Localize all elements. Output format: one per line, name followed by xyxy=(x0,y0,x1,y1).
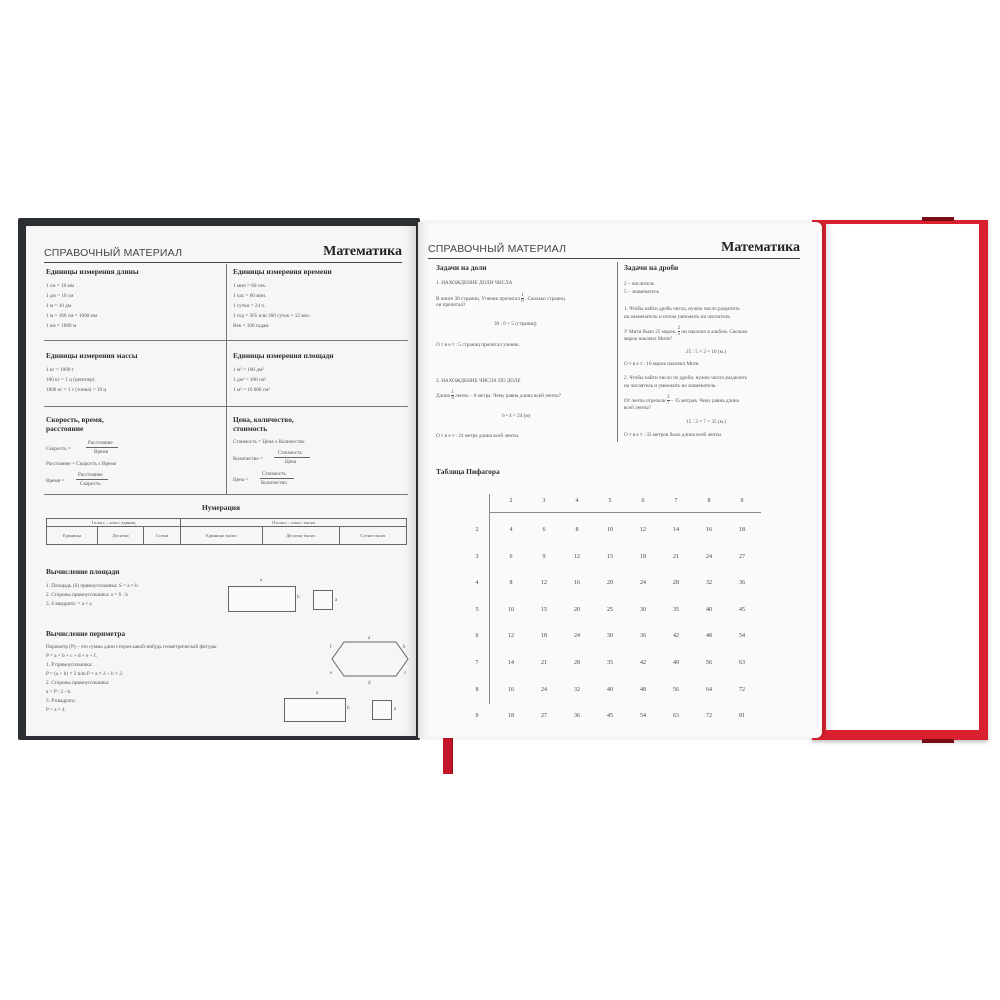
digit-cell: Сотни xyxy=(144,527,181,545)
hex-label-b: b xyxy=(403,645,406,650)
time-line: 1 мин = 60 сек. xyxy=(233,283,267,289)
table-row-label: 7 xyxy=(475,660,479,666)
table-cell: 16 xyxy=(508,686,514,693)
table-row-label: 5 xyxy=(475,606,479,613)
class-header: II класс – класс тысяч xyxy=(180,519,406,527)
table-cell: 32 xyxy=(706,580,712,587)
parts-text: он прочитал? xyxy=(436,302,466,308)
table-header-cell: 9 xyxy=(740,498,744,504)
table-cell: 54 xyxy=(640,713,646,720)
flyleaf-page xyxy=(826,224,979,730)
table-cell: 72 xyxy=(706,713,712,720)
fractions-title: Задачи на дроби xyxy=(624,263,679,272)
table-cell: 12 xyxy=(640,527,646,533)
mass-line: 1000 кг = 1 т (тонна) = 10 ц xyxy=(46,387,107,393)
hex-label-e: e xyxy=(330,671,333,676)
parts-title: Задачи на доли xyxy=(436,263,487,272)
hexagon-diagram xyxy=(326,630,412,688)
shape-label: a xyxy=(260,577,263,583)
table-cell: 15 xyxy=(541,606,547,613)
table-cell: 16 xyxy=(574,580,580,587)
square-diagram xyxy=(313,590,333,610)
fraction-text: марок наклеил Митя? xyxy=(624,336,672,342)
area-calc-line: 2. Стороны прямоугольника: a = S : b xyxy=(46,592,129,598)
table-cell: 21 xyxy=(673,553,679,560)
fraction-bar xyxy=(274,457,310,458)
table-cell: 6 xyxy=(542,527,546,533)
mass-units-title: Единицы измерения массы xyxy=(46,351,138,360)
length-line: 1 дм = 10 см xyxy=(46,293,74,299)
table-cell: 27 xyxy=(541,713,547,720)
speed-title: Скорость, время, xyxy=(46,415,104,424)
shape-label: a xyxy=(394,706,397,712)
table-cell: 27 xyxy=(739,553,745,560)
fraction-text: всей ленты? xyxy=(624,405,651,411)
speed-formula: Время = xyxy=(46,478,65,484)
time-line: 1 час = 60 мин. xyxy=(233,293,267,299)
column-divider xyxy=(617,262,618,442)
fraction-def: 2 – числитель xyxy=(624,281,655,287)
table-cell: 18 xyxy=(508,713,514,720)
parts-answer: О т в е т : 5 страниц прочитал ученик. xyxy=(436,342,520,348)
time-line: 1 сутки = 24 ч. xyxy=(233,303,266,309)
digit-cell: Десятки тысяч xyxy=(262,527,339,545)
fraction-def: 5 – знаменатель xyxy=(624,289,659,295)
fraction-text: От ленты отрезали $\frac{3}{7}$ – 15 метров. Чему равна длина xyxy=(624,394,739,407)
table-cell: 28 xyxy=(673,580,679,587)
table-cell: 30 xyxy=(607,633,613,640)
table-row-label: 8 xyxy=(475,686,479,693)
price-formula: Стоимость = Цена x Количество xyxy=(233,439,305,445)
table-cell: 4 xyxy=(509,527,513,533)
length-line: 1 км = 1000 м xyxy=(46,323,77,329)
square-diagram xyxy=(372,700,392,720)
table-cell: 24 xyxy=(706,553,712,560)
fraction-numerator: Расстояние xyxy=(88,440,113,446)
table-cell: 40 xyxy=(706,606,712,613)
time-line: 1 год = 365 или 366 суток = 12 мес. xyxy=(233,313,311,319)
cover-edge-mark xyxy=(922,217,954,221)
numbering-title: Нумерация xyxy=(202,503,240,512)
table-row-label: 2 xyxy=(475,527,479,533)
fraction-denominator: Время xyxy=(94,449,109,455)
area-line: 1 дм² = 100 см² xyxy=(233,377,267,383)
time-units-title: Единицы измерения времени xyxy=(233,267,332,276)
table-cell: 81 xyxy=(739,713,745,720)
perimeter-line: P = a × 4. xyxy=(46,707,66,713)
table-cell: 14 xyxy=(673,527,679,533)
section-label: СПРАВОЧНЫЙ МАТЕРИАЛ xyxy=(44,247,183,259)
table-cell: 8 xyxy=(509,580,513,587)
parts-text: Длина $\frac{1}{4}$ ленты – 6 метра. Чему равна длина всей ленты? xyxy=(436,389,561,402)
table-header-cell: 5 xyxy=(608,498,612,504)
grid-divider xyxy=(44,494,408,495)
parts-answer: О т в е т : 24 метра длина всей ленты. xyxy=(436,433,520,439)
table-cell: 63 xyxy=(673,713,679,720)
fraction-bar xyxy=(76,479,108,480)
numbering-table xyxy=(46,518,407,545)
digit-cell: Десятки xyxy=(97,527,143,545)
speed-title: расстояние xyxy=(46,424,84,433)
grid-divider xyxy=(226,264,227,494)
fraction-calc: 15 : 3 × 7 = 35 (м.) xyxy=(686,419,726,425)
perimeter-line: a = P : 2 - b. xyxy=(46,689,72,695)
table-cell: 16 xyxy=(706,527,712,533)
table-cell: 15 xyxy=(607,553,613,560)
class-header: I класс – класс единиц xyxy=(47,519,181,527)
table-cell: 64 xyxy=(706,686,712,693)
table-cell: 10 xyxy=(508,606,514,613)
digit-cell: Сотни тысяч xyxy=(339,527,406,545)
grid-divider xyxy=(44,406,408,407)
subject-title: Математика xyxy=(323,244,402,259)
table-cell: 36 xyxy=(640,633,646,640)
rectangle-diagram xyxy=(284,698,346,722)
hex-label-c: c xyxy=(404,671,407,676)
table-cell: 32 xyxy=(574,686,580,693)
table-cell: 14 xyxy=(508,660,514,666)
mass-line: 100 кг = 1 ц (центнер) xyxy=(46,377,95,383)
shape-label: a xyxy=(335,597,338,603)
table-cell: 20 xyxy=(607,580,613,587)
fraction-answer: О т в е т : 10 марок наклеил Митя. xyxy=(624,361,700,367)
rectangle-diagram xyxy=(228,586,296,612)
area-calc-title: Вычисление площади xyxy=(46,567,120,576)
table-cell: 49 xyxy=(673,660,679,666)
table-cell: 63 xyxy=(739,660,745,666)
table-cell: 42 xyxy=(673,633,679,640)
fraction-rule: 1. Чтобы найти дробь числа, нужно число разделить xyxy=(624,306,740,312)
table-row-label: 6 xyxy=(475,633,479,640)
table-cell: 24 xyxy=(640,580,646,587)
subject-title: Математика xyxy=(721,240,800,255)
table-cell: 9 xyxy=(542,553,546,560)
price-formula: Цена = xyxy=(233,477,249,483)
perimeter-title: Вычисление периметра xyxy=(46,629,126,638)
table-cell: 12 xyxy=(541,580,547,587)
table-header-cell: 2 xyxy=(509,498,513,504)
length-line: 1 м = 100 см = 1000 мм xyxy=(46,313,98,319)
table-cell: 42 xyxy=(640,660,646,666)
speed-formula: Скорость = xyxy=(46,446,71,452)
table-cell: 72 xyxy=(739,686,745,693)
fraction-text: У Мити было 25 марок. $\frac{2}{5}$ он наклеил в альбом. Сколько xyxy=(624,325,748,338)
table-cell: 36 xyxy=(739,580,745,587)
parts-subtitle: 1. НАХОЖДЕНИЕ ДОЛИ ЧИСЛА xyxy=(436,280,513,286)
shape-label: a xyxy=(316,690,319,696)
table-cell: 18 xyxy=(739,527,745,533)
digit-cell: Единицы xyxy=(47,527,98,545)
table-cell: 45 xyxy=(607,713,613,720)
table-header-cell: 8 xyxy=(707,498,711,504)
pythagoras-title: Таблица Пифагора xyxy=(436,467,500,476)
price-formula: Количество = xyxy=(233,456,263,462)
table-label-rule xyxy=(489,494,490,704)
table-cell: 24 xyxy=(574,633,580,640)
table-cell: 18 xyxy=(640,553,646,560)
table-cell: 54 xyxy=(739,633,745,640)
fraction-denominator: Скорость xyxy=(80,481,101,487)
table-cell: 48 xyxy=(706,633,712,640)
price-title: Цена, количество, xyxy=(233,415,294,424)
table-cell: 56 xyxy=(706,660,712,666)
table-header-cell: 3 xyxy=(542,498,546,504)
table-cell: 18 xyxy=(541,633,547,640)
perimeter-line: 1. P прямоугольника: xyxy=(46,662,93,668)
right-page xyxy=(418,222,822,738)
perimeter-line: P = (a + b) × 2 или P = a × 2 + b × 2. xyxy=(46,671,124,677)
parts-calc: 6 • 4 = 24 (м) xyxy=(502,413,531,419)
table-cell: 45 xyxy=(739,606,745,613)
table-cell: 40 xyxy=(607,686,613,693)
table-header-cell: 4 xyxy=(575,498,579,504)
table-row-label: 9 xyxy=(475,713,479,720)
table-header-cell: 6 xyxy=(641,498,645,504)
table-cell: 21 xyxy=(541,660,547,666)
perimeter-line: P = a + b + c + d + e + f. xyxy=(46,653,97,659)
table-cell: 20 xyxy=(574,606,580,613)
perimeter-line: Периметр (P) – это сумма длин сторон какой-нибудь геометрической фигуры: xyxy=(46,644,218,650)
parts-calc: 30 : 6 = 5 (страниц) xyxy=(494,321,537,327)
table-cell: 25 xyxy=(607,606,613,613)
table-cell: 35 xyxy=(607,660,613,666)
cover-edge-mark xyxy=(922,739,954,743)
table-cell: 30 xyxy=(640,606,646,613)
shape-label: b xyxy=(297,594,300,600)
table-cell: 48 xyxy=(640,686,646,693)
perimeter-line: 2. Стороны прямоугольника: xyxy=(46,680,110,686)
table-row-label: 3 xyxy=(475,553,479,560)
length-units-title: Единицы измерения длины xyxy=(46,267,139,276)
length-line: 1 см = 10 мм xyxy=(46,283,75,289)
fraction-bar xyxy=(86,447,118,448)
fraction-numerator: Расстояние xyxy=(78,472,103,478)
fraction-calc: 25 : 5 × 2 = 10 (м.) xyxy=(686,349,726,355)
speed-formula: Расстояние = Скорость x Время xyxy=(46,461,117,467)
mass-line: 1 кг = 1000 г xyxy=(46,367,74,373)
table-cell: 28 xyxy=(574,660,580,666)
table-cell: 10 xyxy=(607,527,613,533)
fraction-numerator: Стоимость xyxy=(278,450,302,456)
fraction-denominator: Количество xyxy=(261,480,287,486)
table-cell: 12 xyxy=(574,553,580,560)
fraction-rule: на знаменатель и потом умножить на числитель. xyxy=(624,314,732,320)
length-line: 1 м = 10 дм xyxy=(46,303,72,309)
shape-label: b xyxy=(347,705,350,711)
table-header-cell: 7 xyxy=(674,498,678,504)
table-cell: 6 xyxy=(509,553,513,560)
table-cell: 12 xyxy=(508,633,514,640)
fraction-numerator: Стоимость xyxy=(262,471,286,477)
hex-label-f: f xyxy=(330,645,332,650)
table-cell: 56 xyxy=(673,686,679,693)
page-header xyxy=(44,240,402,263)
fraction-answer: О т в е т : 35 метров была длина всей ленты. xyxy=(624,432,723,438)
table-cell: 36 xyxy=(574,713,580,720)
fraction-rule: 2. Чтобы найти число по дроби, нужно число разделить xyxy=(624,375,748,381)
table-cell: 24 xyxy=(541,686,547,693)
table-row-label: 4 xyxy=(475,580,479,587)
hex-label-a: a xyxy=(368,636,371,641)
hex-label-d: d xyxy=(368,681,371,686)
parts-text: В книге 30 страниц. Ученик прочитал $\frac{1}{6}$ . Сколько страниц xyxy=(436,292,565,305)
page-header xyxy=(428,236,800,259)
left-page xyxy=(26,226,416,736)
fraction-bar xyxy=(260,478,294,479)
fraction-rule: на числитель и умножить на знаменатель. xyxy=(624,383,717,389)
perimeter-line: 3. P квадрата: xyxy=(46,698,76,704)
table-header-rule xyxy=(489,512,761,513)
time-line: Век = 100 годам xyxy=(233,323,269,329)
parts-subtitle: 2. НАХОЖДЕНИЕ ЧИСЛА ПО ДОЛЕ xyxy=(436,378,521,384)
area-line: 1 м² = 10 000 см² xyxy=(233,387,270,393)
area-calc-line: 3. S квадрата: = a × a xyxy=(46,601,92,607)
area-line: 1 м² = 100 дм² xyxy=(233,367,264,373)
area-units-title: Единицы измерения площади xyxy=(233,351,334,360)
table-cell: 8 xyxy=(575,527,579,533)
area-calc-line: 1. Площадь (S) прямоугольника: S = a × b xyxy=(46,583,138,589)
section-label: СПРАВОЧНЫЙ МАТЕРИАЛ xyxy=(428,243,567,255)
price-title: стоимость xyxy=(233,424,268,433)
fraction-denominator: Цена xyxy=(285,459,297,465)
grid-divider xyxy=(44,340,408,341)
digit-cell: Единицы тысяч xyxy=(180,527,262,545)
table-cell: 35 xyxy=(673,606,679,613)
